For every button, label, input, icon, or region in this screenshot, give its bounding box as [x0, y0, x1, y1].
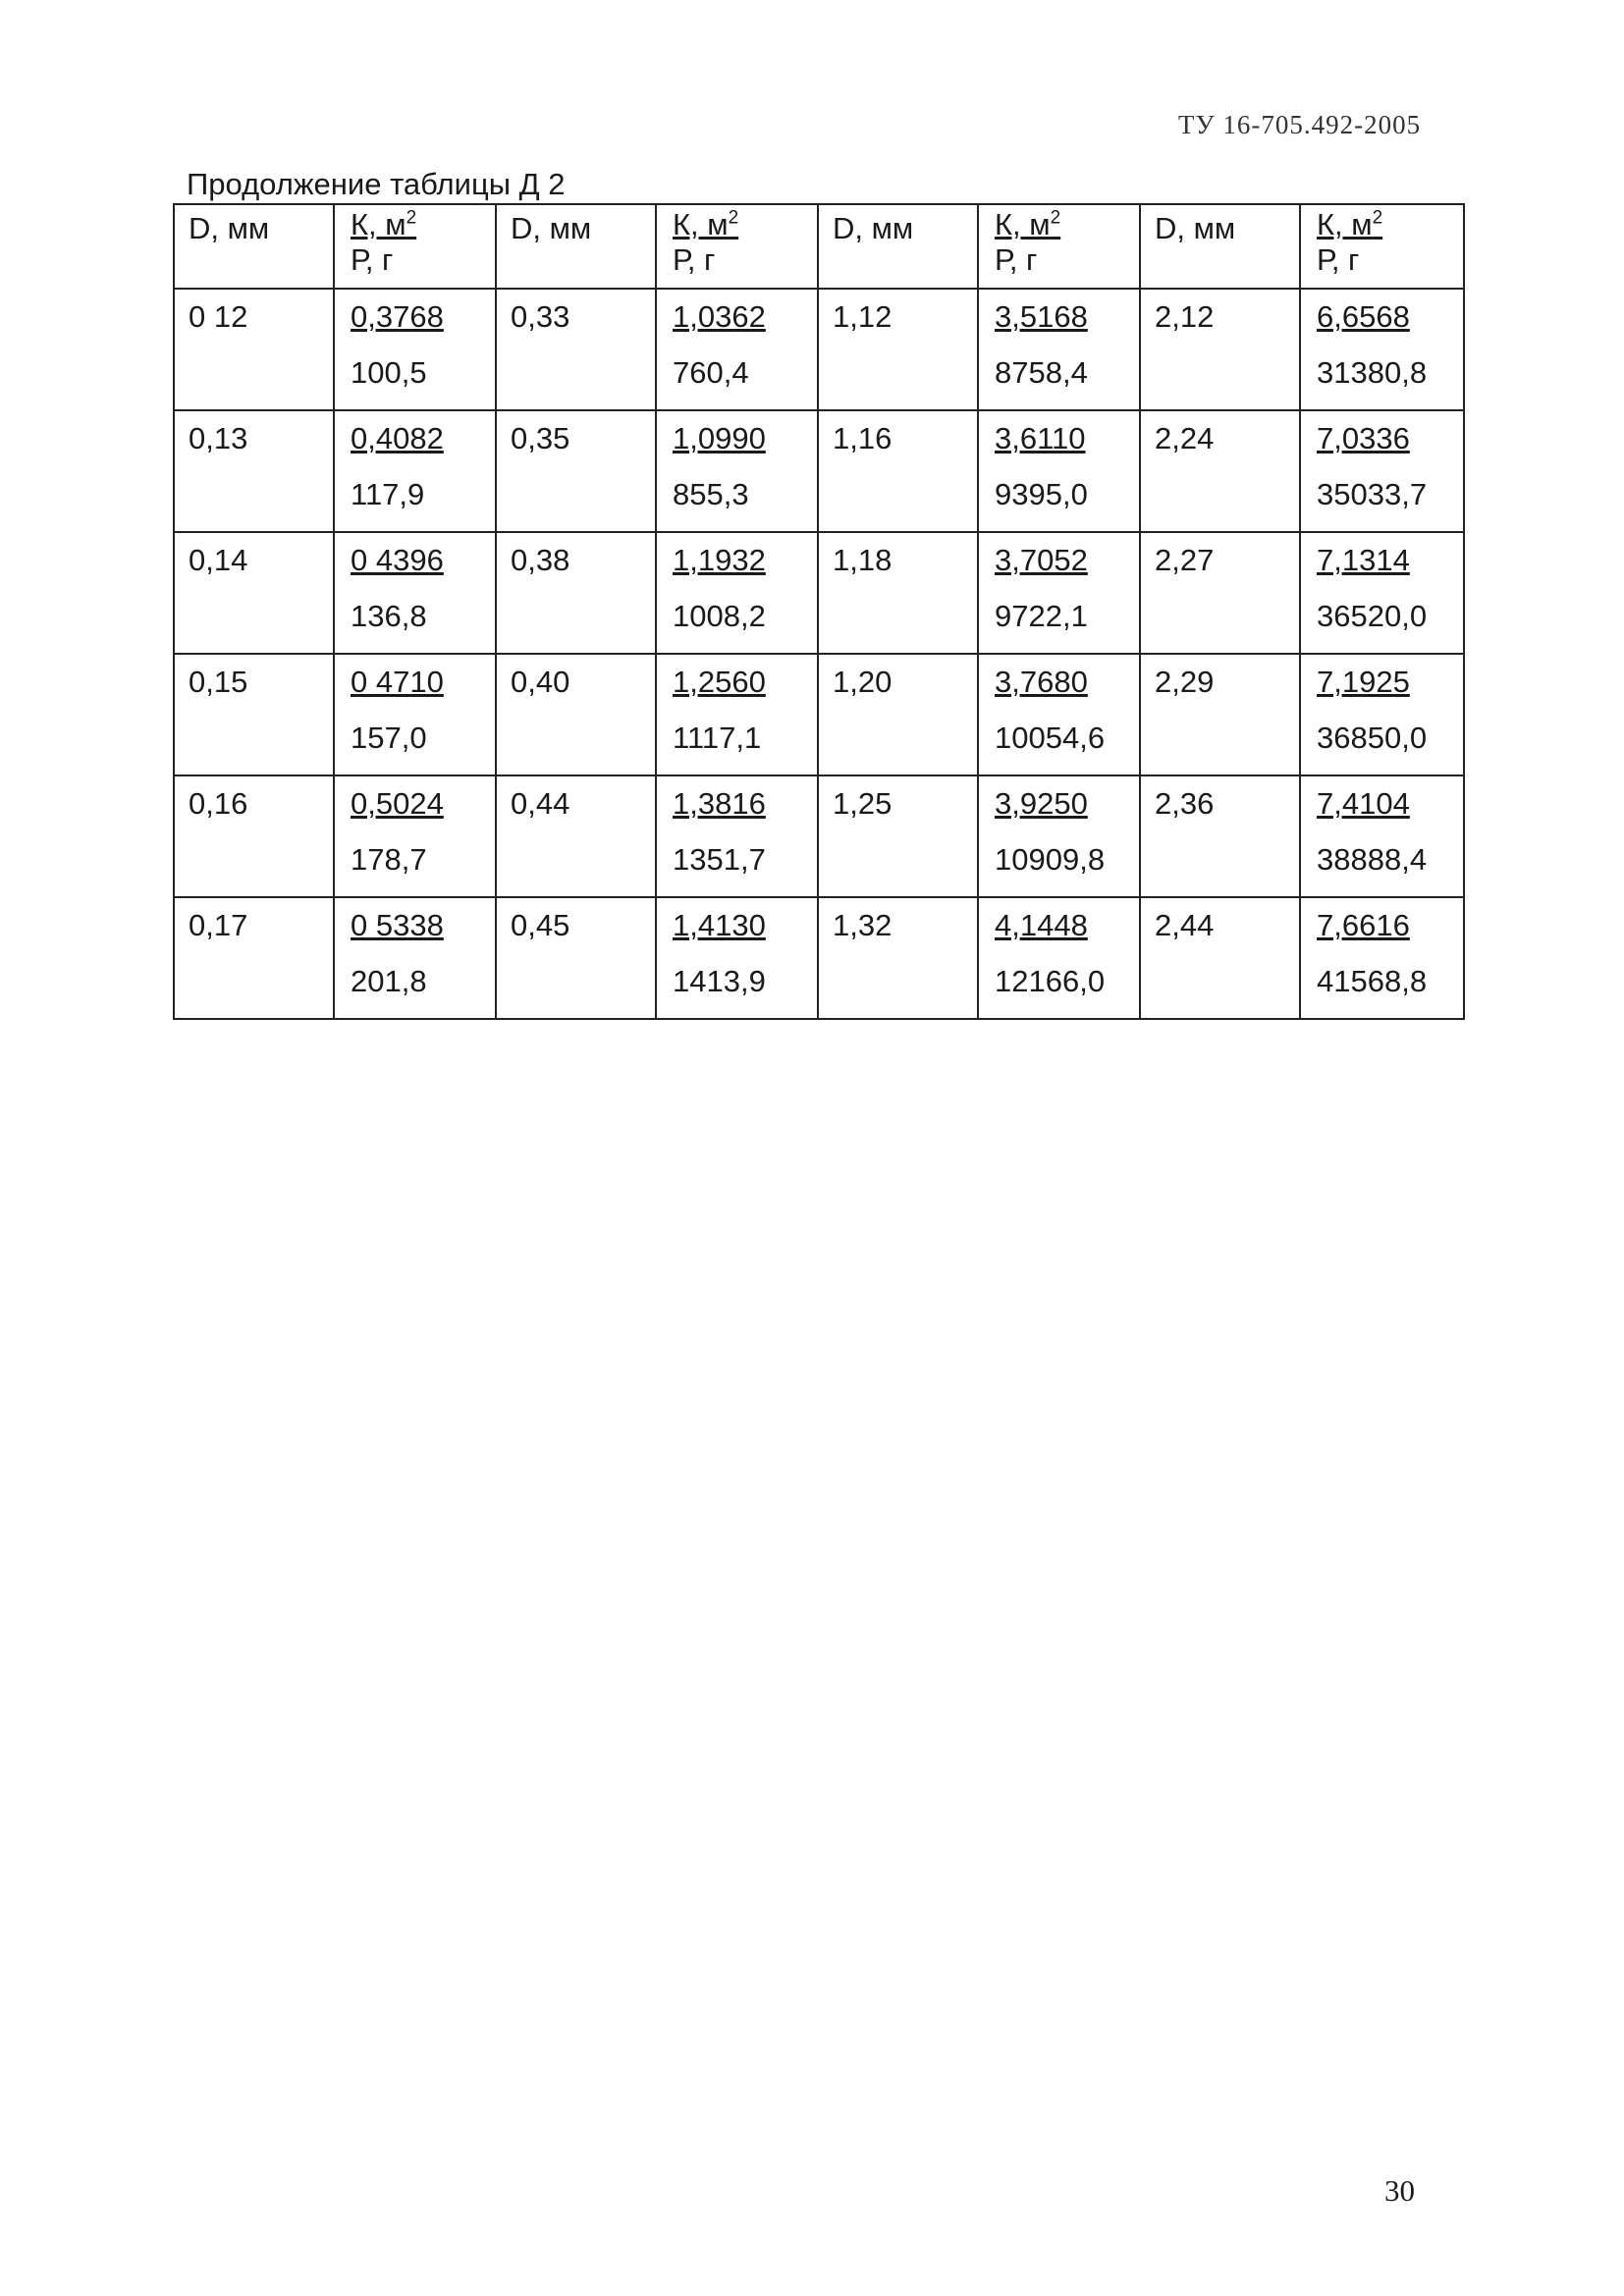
header-d: D, мм [1140, 204, 1300, 289]
p-value: 760,4 [673, 355, 749, 390]
header-k-label: К, м [1317, 207, 1373, 241]
k-value: 7,6616 [1317, 908, 1410, 942]
diameter-cell [174, 532, 334, 654]
diameter-value: 0,14 [189, 543, 248, 577]
diameter-value: 0,40 [511, 665, 570, 699]
table-row [174, 532, 1464, 654]
diameter-cell [174, 897, 334, 1019]
header-p-label: Р, г [351, 241, 394, 277]
data-table [173, 203, 1465, 1020]
k-value: 3,7680 [995, 665, 1088, 699]
k-p-cell [656, 897, 818, 1019]
p-value: 9395,0 [995, 477, 1088, 511]
header-k-p [334, 204, 496, 289]
diameter-value: 0,45 [511, 908, 570, 942]
p-value: 8758,4 [995, 355, 1088, 390]
k-value: 7,1925 [1317, 665, 1410, 699]
header-k-sup: 2 [1050, 207, 1061, 229]
p-value: 157,0 [351, 721, 427, 755]
diameter-cell [1140, 410, 1300, 532]
diameter-cell [818, 897, 978, 1019]
p-value: 31380,8 [1317, 355, 1428, 390]
p-value: 1117,1 [673, 721, 762, 755]
k-p-cell [656, 289, 818, 410]
k-p-cell [978, 410, 1140, 532]
k-value: 3,6110 [995, 421, 1086, 455]
diameter-cell [1140, 897, 1300, 1019]
diameter-value: 1,18 [833, 543, 893, 577]
diameter-cell [496, 532, 656, 654]
diameter-value: 1,12 [833, 299, 893, 334]
diameter-cell [1140, 775, 1300, 897]
k-p-cell [656, 532, 818, 654]
k-p-cell [978, 289, 1140, 410]
diameter-value: 2,27 [1155, 543, 1215, 577]
diameter-cell [496, 410, 656, 532]
diameter-cell [1140, 289, 1300, 410]
k-value: 0 4710 [351, 665, 444, 699]
header-k-sup: 2 [728, 207, 739, 229]
k-p-cell [978, 532, 1140, 654]
diameter-cell [496, 289, 656, 410]
diameter-value: 1,16 [833, 421, 893, 455]
table-row [174, 410, 1464, 532]
k-p-cell [1300, 410, 1464, 532]
header-k-label: К, м [351, 207, 406, 241]
k-p-cell [334, 897, 496, 1019]
p-value: 117,9 [351, 477, 425, 511]
table-caption: Продолжение таблицы Д 2 [187, 167, 566, 201]
p-value: 1413,9 [673, 964, 766, 998]
k-p-cell [334, 775, 496, 897]
header-d: D, мм [174, 204, 334, 289]
diameter-value: 1,25 [833, 786, 893, 821]
p-value: 201,8 [351, 964, 427, 998]
diameter-cell [818, 532, 978, 654]
k-value: 3,9250 [995, 786, 1088, 821]
p-value: 178,7 [351, 842, 427, 877]
header-row [174, 204, 1464, 289]
k-value: 4,1448 [995, 908, 1088, 942]
header-k-p [978, 204, 1140, 289]
k-value: 1,3816 [673, 786, 766, 821]
p-value: 38888,4 [1317, 842, 1428, 877]
diameter-value: 0,33 [511, 299, 570, 334]
table-row [174, 654, 1464, 775]
p-value: 10909,8 [995, 842, 1106, 877]
header-k-label: К, м [673, 207, 729, 241]
k-p-cell [1300, 654, 1464, 775]
p-value: 136,8 [351, 599, 427, 633]
diameter-cell [496, 775, 656, 897]
diameter-value: 2,29 [1155, 665, 1215, 699]
k-p-cell [1300, 289, 1464, 410]
k-p-cell [656, 654, 818, 775]
k-p-cell [334, 654, 496, 775]
diameter-value: 1,20 [833, 665, 893, 699]
diameter-cell [818, 654, 978, 775]
header-p-label: Р, г [673, 241, 716, 277]
k-p-cell [334, 410, 496, 532]
k-value: 0 5338 [351, 908, 444, 942]
k-p-cell [656, 410, 818, 532]
p-value: 1008,2 [673, 599, 766, 633]
document-code: ТУ 16-705.492-2005 [1178, 110, 1422, 139]
k-value: 7,1314 [1317, 543, 1410, 577]
k-value: 1,1932 [673, 543, 766, 577]
page-number: 30 [1384, 2173, 1415, 2208]
k-value: 0,4082 [351, 421, 444, 455]
k-value: 7,0336 [1317, 421, 1410, 455]
diameter-cell [818, 775, 978, 897]
diameter-value: 1,32 [833, 908, 893, 942]
header-d: D, мм [496, 204, 656, 289]
diameter-value: 0,13 [189, 421, 248, 455]
k-value: 1,0362 [673, 299, 766, 334]
k-value: 7,4104 [1317, 786, 1410, 821]
k-value: 0 4396 [351, 543, 444, 577]
diameter-cell [174, 410, 334, 532]
k-value: 1,0990 [673, 421, 766, 455]
p-value: 41568,8 [1317, 964, 1428, 998]
table-row [174, 289, 1464, 410]
diameter-value: 2,36 [1155, 786, 1215, 821]
k-p-cell [1300, 775, 1464, 897]
table-row [174, 775, 1464, 897]
k-p-cell [978, 897, 1140, 1019]
p-value: 12166,0 [995, 964, 1106, 998]
p-value: 1351,7 [673, 842, 766, 877]
header-k-p [1300, 204, 1464, 289]
diameter-cell [818, 289, 978, 410]
header-p-label: Р, г [995, 241, 1038, 277]
k-value: 6,6568 [1317, 299, 1410, 334]
diameter-value: 0 12 [189, 299, 248, 334]
p-value: 9722,1 [995, 599, 1088, 633]
diameter-cell [174, 289, 334, 410]
header-k-sup: 2 [406, 207, 417, 229]
diameter-cell [818, 410, 978, 532]
diameter-value: 2,24 [1155, 421, 1215, 455]
k-p-cell [656, 775, 818, 897]
k-p-cell [1300, 897, 1464, 1019]
diameter-value: 0,35 [511, 421, 570, 455]
header-d: D, мм [818, 204, 978, 289]
k-p-cell [978, 654, 1140, 775]
header-k-label: К, м [995, 207, 1051, 241]
diameter-value: 0,38 [511, 543, 570, 577]
diameter-cell [174, 775, 334, 897]
p-value: 36520,0 [1317, 599, 1428, 633]
k-p-cell [334, 289, 496, 410]
diameter-value: 0,44 [511, 786, 570, 821]
k-value: 1,2560 [673, 665, 766, 699]
p-value: 100,5 [351, 355, 427, 390]
p-value: 36850,0 [1317, 721, 1428, 755]
diameter-cell [496, 654, 656, 775]
table-row [174, 897, 1464, 1019]
header-k-p [656, 204, 818, 289]
k-value: 1,4130 [673, 908, 766, 942]
diameter-value: 0,15 [189, 665, 248, 699]
diameter-cell [496, 897, 656, 1019]
k-p-cell [1300, 532, 1464, 654]
diameter-value: 0,17 [189, 908, 248, 942]
p-value: 35033,7 [1317, 477, 1428, 511]
k-value: 3,7052 [995, 543, 1088, 577]
p-value: 855,3 [673, 477, 749, 511]
diameter-value: 0,16 [189, 786, 248, 821]
k-value: 0,5024 [351, 786, 444, 821]
header-k-sup: 2 [1372, 207, 1383, 229]
k-value: 3,5168 [995, 299, 1088, 334]
diameter-cell [1140, 532, 1300, 654]
diameter-value: 2,12 [1155, 299, 1215, 334]
k-p-cell [978, 775, 1140, 897]
diameter-value: 2,44 [1155, 908, 1215, 942]
k-value: 0,3768 [351, 299, 444, 334]
diameter-cell [174, 654, 334, 775]
p-value: 10054,6 [995, 721, 1106, 755]
k-p-cell [334, 532, 496, 654]
diameter-cell [1140, 654, 1300, 775]
header-p-label: Р, г [1317, 241, 1360, 277]
